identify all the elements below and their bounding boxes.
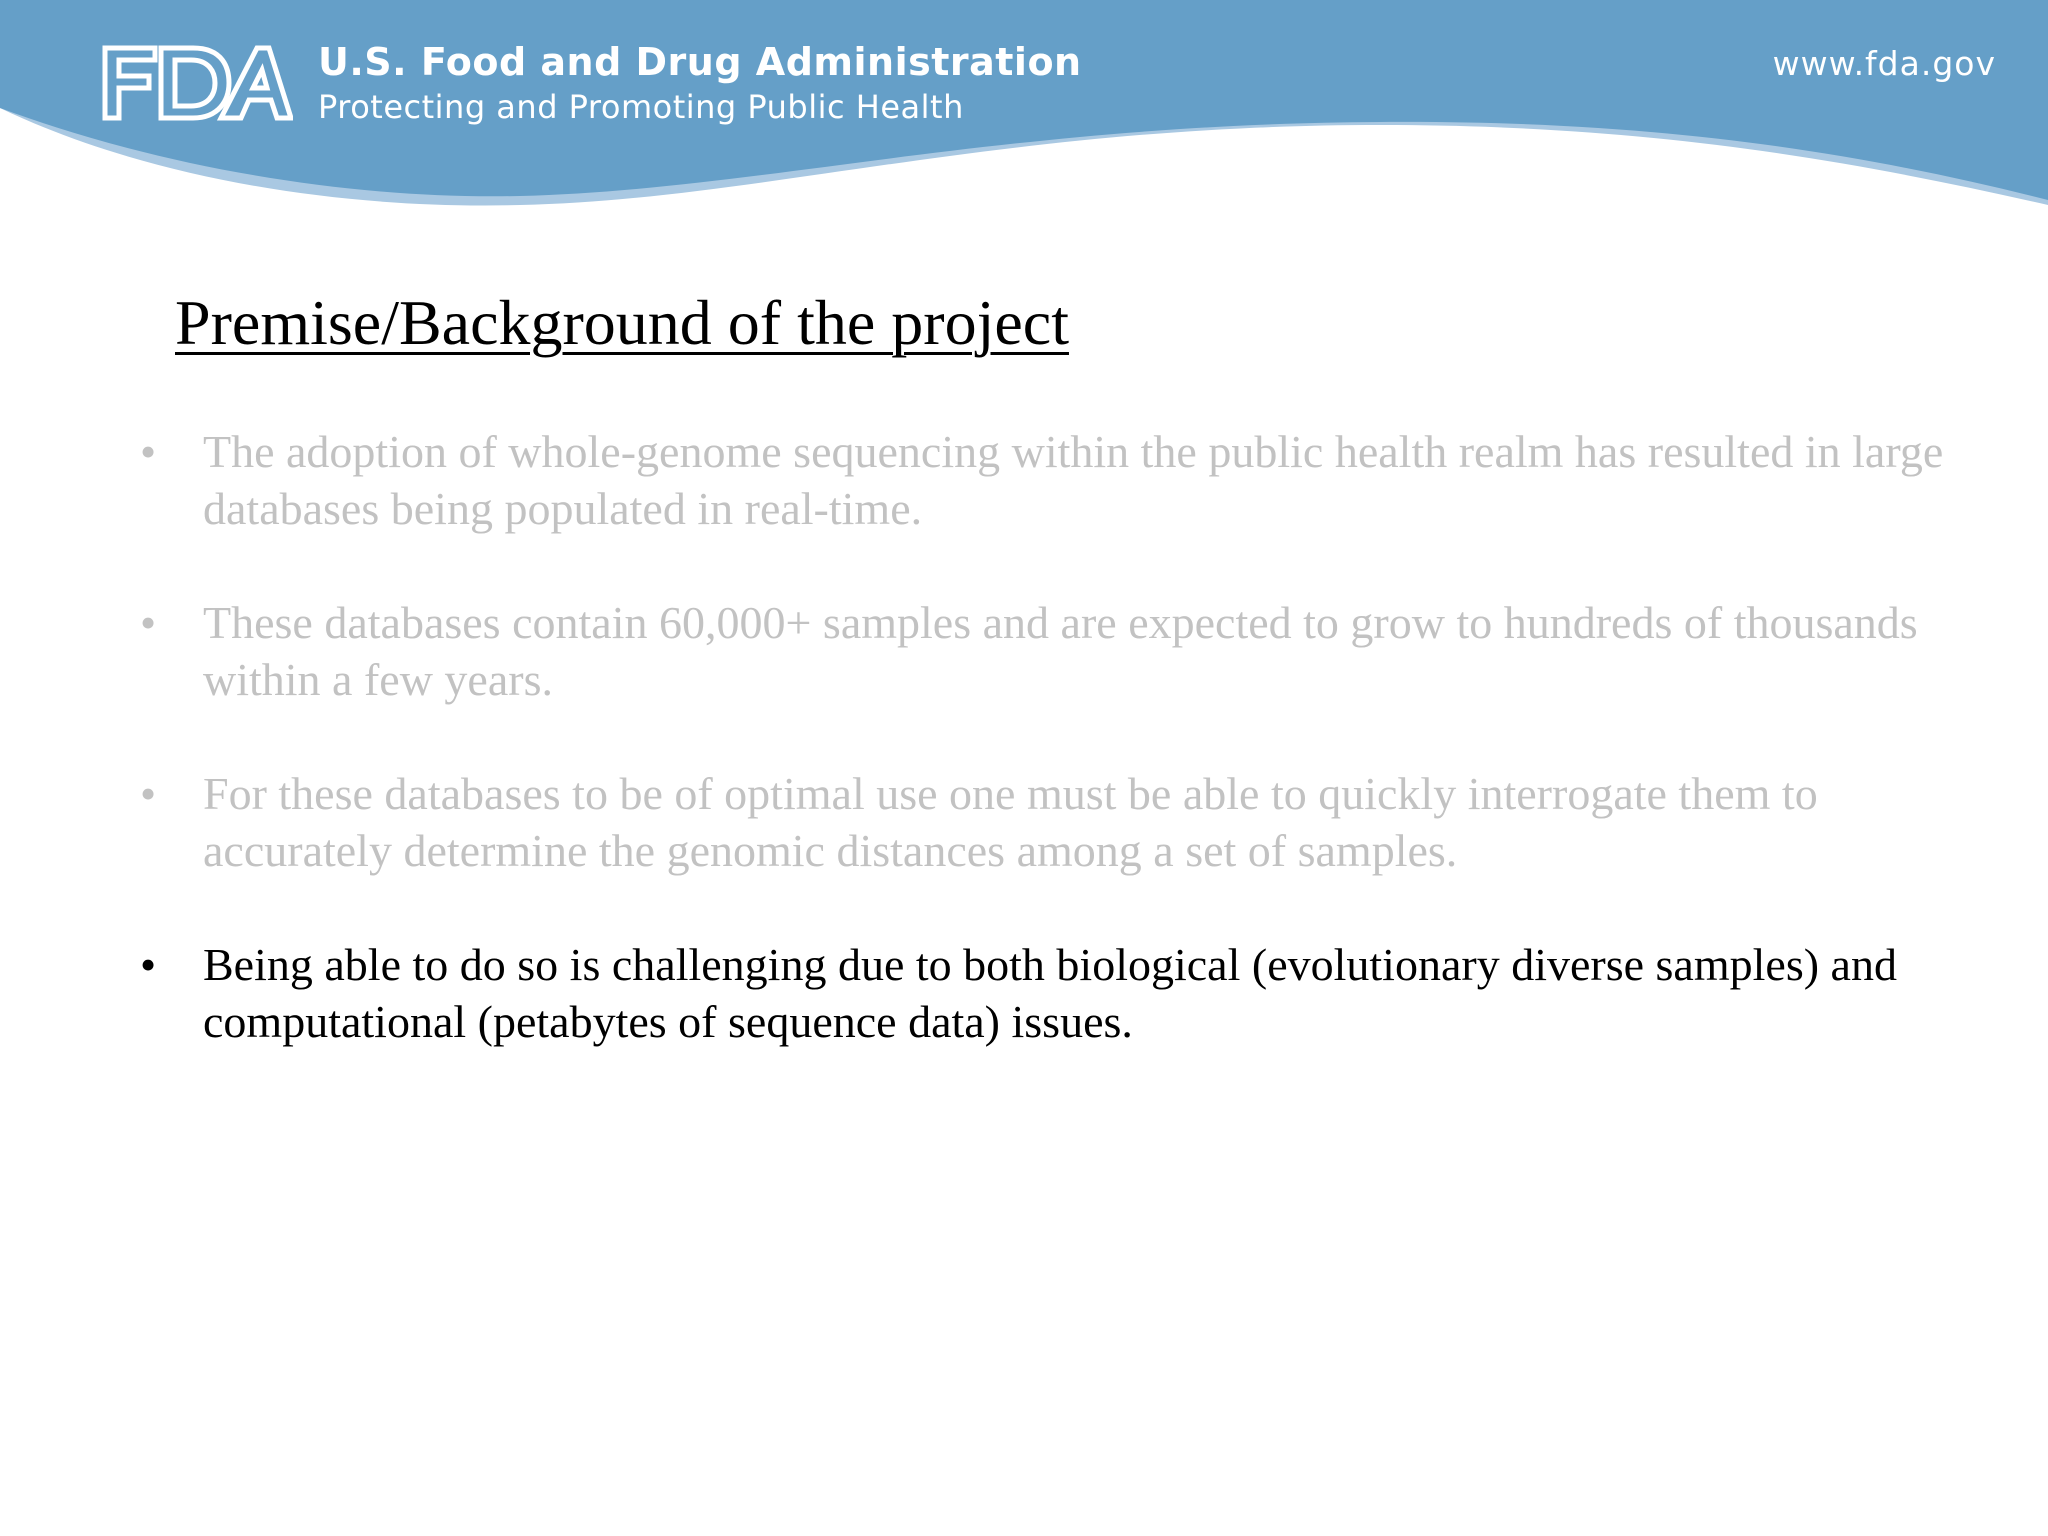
bullet-marker: •: [140, 426, 157, 477]
bullet-text: The adoption of whole-genome sequencing within the public health realm has resulted in large databases being populated in real-time.: [203, 426, 1944, 534]
agency-name: U.S. Food and Drug Administration: [318, 40, 1082, 84]
header-banner: [0, 0, 2048, 230]
bullet-marker: •: [140, 939, 157, 990]
bullet-marker: •: [140, 768, 157, 819]
bullet-text: Being able to do so is challenging due to both biological (evolutionary diverse samples) and computational (petabytes of sequence data) issues.: [203, 939, 1897, 1047]
bullet-marker: •: [140, 597, 157, 648]
bullet-text: These databases contain 60,000+ samples and are expected to grow to hundreds of thousands within a few years.: [203, 597, 1918, 705]
bullet-text: For these databases to be of optimal use one must be able to quickly interrogate them to accurately determine the genomic distances among a set of samples.: [203, 768, 1818, 876]
fda-logo: [101, 44, 293, 122]
agency-tagline: Protecting and Promoting Public Health: [318, 88, 964, 126]
site-url[interactable]: www.fda.gov: [1772, 44, 1996, 83]
slide-title: Premise/Background of the project: [175, 287, 1069, 358]
